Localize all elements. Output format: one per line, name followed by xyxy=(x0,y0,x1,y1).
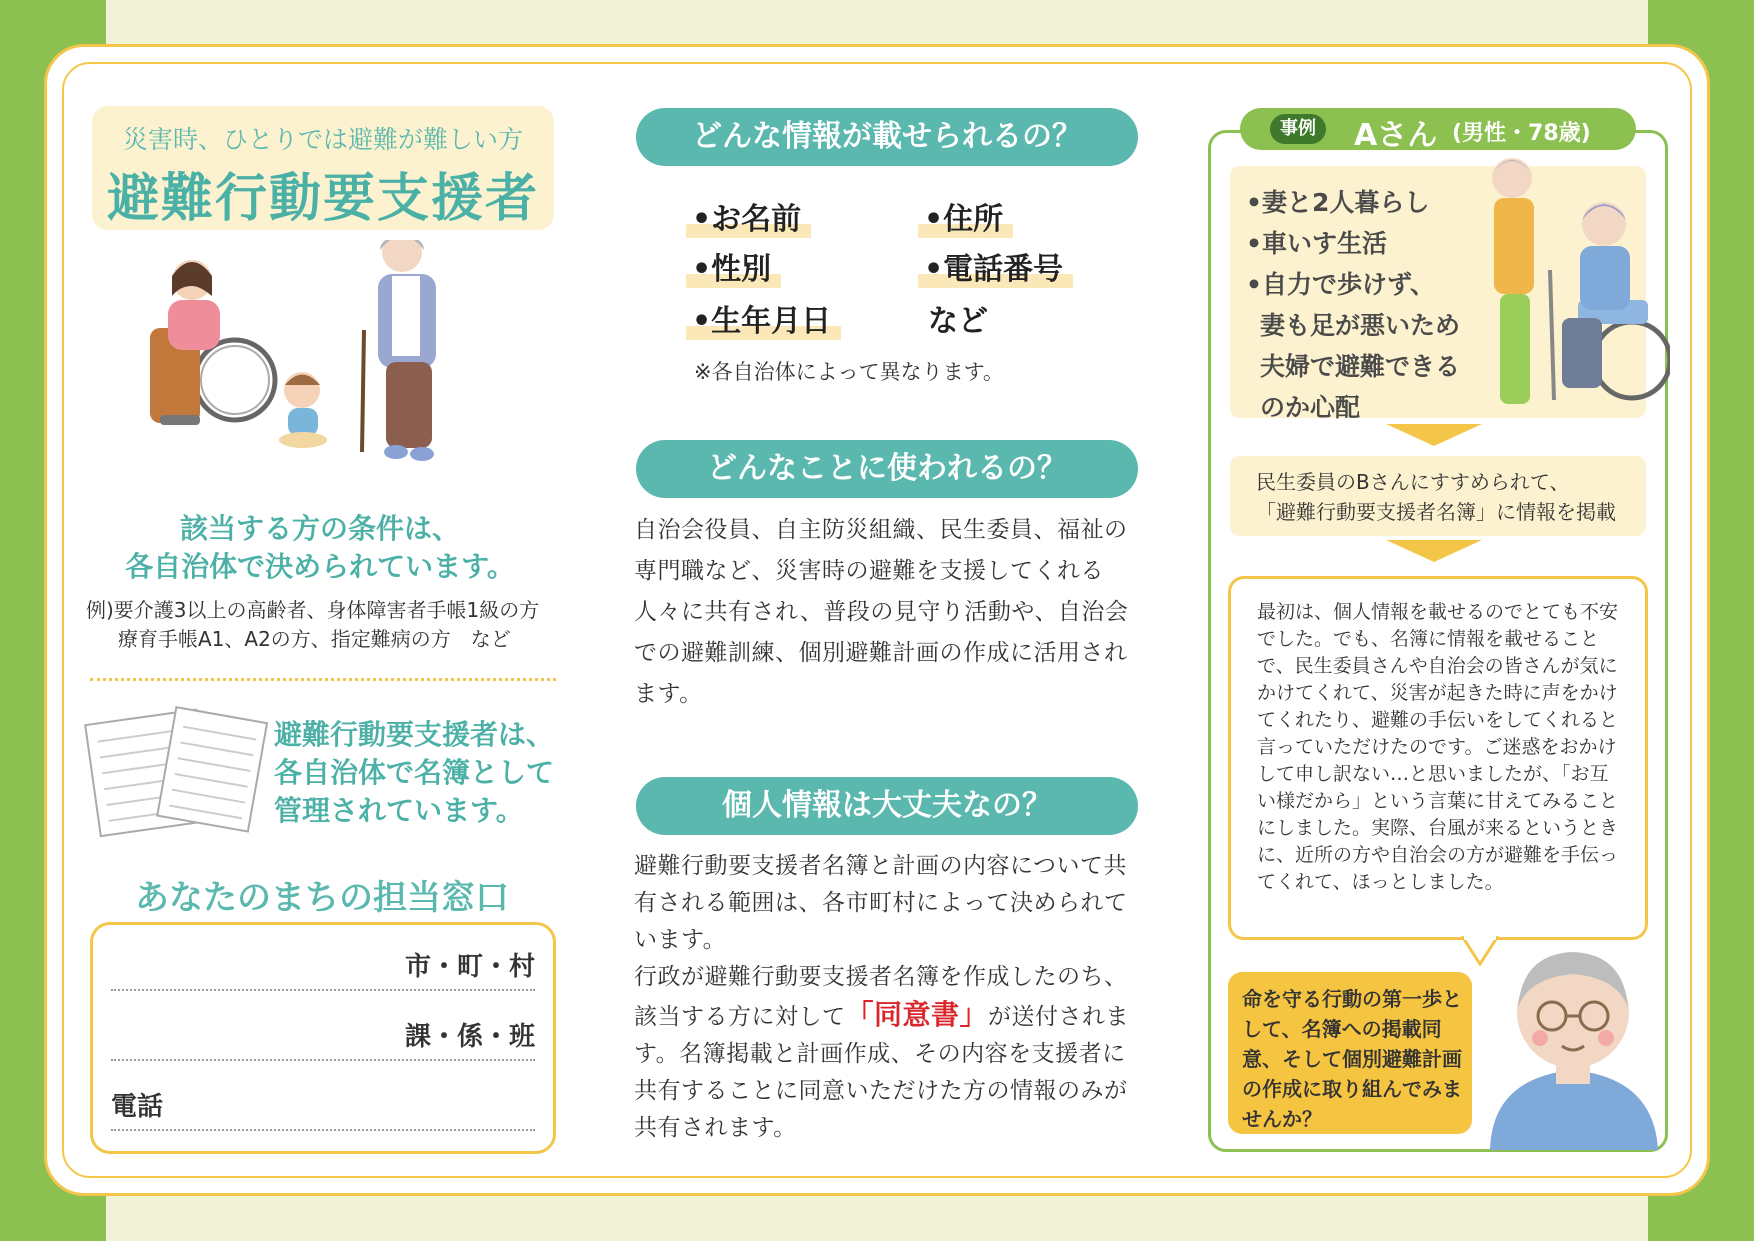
heading-usage: どんなことに使われるの？ xyxy=(636,440,1138,498)
call-to-action-box: 命を守る行動の第一歩として、名簿への掲載同意、そして個別避難計画の作成に取り組んでみませんか？ xyxy=(1228,972,1472,1134)
situation-item-1: •妻と2人暮らし xyxy=(1246,188,1430,217)
testimonial-bubble: 最初は、個人情報を載せるのでとても不安でした。でも、名簿に情報を載せることで、民生委員さんや自治会の皆さんが気にかけてくれて、災害が起きた時に声をかけてくれたり、避難の手伝いをしてくれると言っていただけたのです。ご迷惑をおかけして申し訳ない…と思いましたが、「お互い様だから」という言葉に甘えてみることにしました。実際、台風が来るというときに、近所の方や自治会の方が避難を手伝ってくれて、ほっとしました。 xyxy=(1228,576,1648,940)
document-papers-icon xyxy=(80,700,270,840)
info-item-gender: •性別 xyxy=(692,252,771,288)
contact-row-municipality[interactable] xyxy=(111,931,535,991)
contact-row-department[interactable] xyxy=(111,1001,535,1061)
case-step-registration xyxy=(1230,456,1646,536)
list-management-note xyxy=(274,716,574,830)
flow-arrow-1 xyxy=(1386,424,1482,446)
heading-info-included: どんな情報が載せられるの？ xyxy=(636,108,1138,166)
example-line-1: 例)要介護3以上の高齢者、身体障害者手帳1級の方 xyxy=(86,598,540,622)
list-note-line-1: 避難行動要支援者は、 xyxy=(274,718,555,751)
case-badge: 事例 xyxy=(1270,114,1326,144)
dotted-divider xyxy=(90,678,556,681)
situation-item-3-line-2: 妻も足が悪いため xyxy=(1260,311,1461,340)
elderly-woman-figure xyxy=(362,240,436,461)
wheelchair-woman-figure xyxy=(150,260,275,425)
baby-figure xyxy=(279,372,327,448)
condition-examples xyxy=(86,596,566,654)
info-note: ※各自治体によって異なります。 xyxy=(694,360,1004,384)
info-item-birthdate: •生年月日 xyxy=(692,304,831,340)
case-situation-list xyxy=(1246,182,1460,428)
usage-body: 自治会役員、自主防災組織、民生委員、福祉の専門職など、災害時の避難を支援してくれる人々に共有され、普段の見守り活動や、自治会での避難訓練、個別避難計画の作成に活用されます。 xyxy=(634,517,1129,707)
page-title: 避難行動要支援者 xyxy=(106,169,539,229)
people-illustration xyxy=(140,240,520,510)
situation-item-3-line-3: 夫婦で避難できる xyxy=(1260,352,1461,381)
situation-item-3: •自力で歩けず、 xyxy=(1246,270,1435,299)
privacy-body-paragraph-2-cont: が送付されます。名簿掲載と計画作成、その内容を支援者に共有することに同意いただけた方の情報のみが共有されます。 xyxy=(634,1004,1130,1141)
title-subtitle: 災害時、ひとりでは避難が難しい方 xyxy=(122,125,523,154)
situation-item-2: •車いす生活 xyxy=(1246,229,1387,258)
case-study-header xyxy=(1240,108,1636,153)
case-person-name: Aさん xyxy=(1354,118,1438,153)
flow-arrow-2 xyxy=(1386,540,1482,562)
info-item-name: •お名前 xyxy=(692,202,801,238)
contact-form-box xyxy=(90,922,556,1154)
condition-line-1: 該当する方の条件は、 xyxy=(179,512,460,545)
example-line-2: 療育手帳A1、A2の方、指定難病の方 など xyxy=(118,627,511,651)
condition-line-2: 各自治体で決められています。 xyxy=(125,550,515,583)
department-label: 課・係・班 xyxy=(404,1022,535,1052)
phone-label: 電話 xyxy=(111,1092,164,1122)
registration-line-1: 民生委員のBさんにすすめられて、 xyxy=(1256,470,1570,494)
privacy-body xyxy=(634,848,1142,1147)
condition-heading xyxy=(80,510,560,586)
list-note-line-3: 管理されています。 xyxy=(274,794,524,827)
info-item-etc: など xyxy=(928,304,988,339)
registration-line-2: 「避難行動要支援者名簿」に情報を掲載 xyxy=(1256,500,1616,524)
consent-form-highlight: 「同意書」 xyxy=(845,998,989,1031)
standing-wife-figure xyxy=(1492,158,1554,404)
contact-row-phone[interactable] xyxy=(111,1071,535,1131)
contact-title: あなたのまちの担当窓口 xyxy=(135,878,509,918)
info-item-phone: •電話番号 xyxy=(924,252,1063,288)
situation-item-3-line-4: のか心配 xyxy=(1260,393,1361,422)
privacy-body-paragraph-2: 行政が避難行動要支援者名簿を作成したのち、該当する方に対して xyxy=(634,964,1128,1030)
municipality-label: 市・町・村 xyxy=(404,952,535,982)
title-box xyxy=(92,106,554,230)
case-person-meta: (男性・78歳) xyxy=(1452,121,1591,146)
heading-privacy: 個人情報は大丈夫なの？ xyxy=(636,777,1138,835)
privacy-body-paragraph-1: 避難行動要支援者名簿と計画の内容について共有される範囲は、各市町村によって決められています。 xyxy=(634,853,1128,953)
info-item-address: •住所 xyxy=(924,202,1003,238)
wheelchair-husband-figure xyxy=(1562,202,1670,398)
elderly-man-illustration xyxy=(1478,928,1668,1150)
elderly-couple-illustration xyxy=(1470,150,1670,430)
list-note-line-2: 各自治体で名簿として xyxy=(274,756,555,789)
